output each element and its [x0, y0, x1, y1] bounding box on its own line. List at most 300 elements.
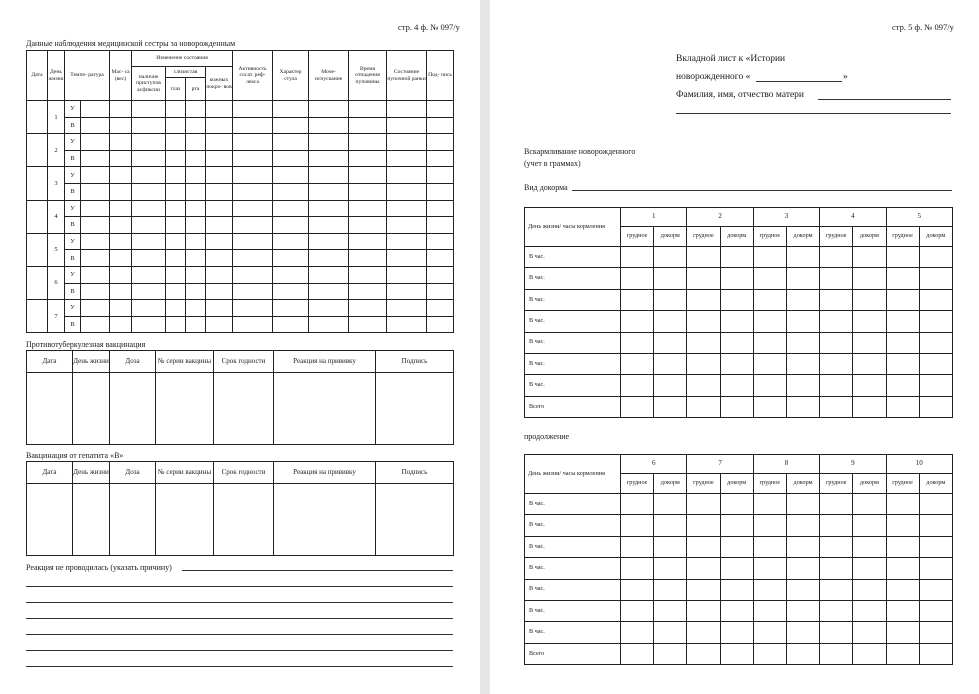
- feeding-cell[interactable]: [720, 643, 753, 664]
- feeding-cell[interactable]: [753, 247, 786, 268]
- observation-cell[interactable]: [309, 150, 349, 167]
- feeding-cell[interactable]: [654, 558, 687, 579]
- feeding-cell[interactable]: [853, 353, 886, 374]
- feeding-cell[interactable]: [687, 494, 720, 515]
- observation-cell[interactable]: [81, 167, 110, 184]
- feeding-cell[interactable]: [720, 536, 753, 557]
- feeding-cell[interactable]: [654, 579, 687, 600]
- feeding-cell[interactable]: [886, 643, 919, 664]
- date-cell[interactable]: [27, 300, 48, 333]
- observation-cell[interactable]: [349, 283, 387, 300]
- observation-cell[interactable]: [110, 101, 132, 118]
- observation-cell[interactable]: [110, 167, 132, 184]
- observation-cell[interactable]: [166, 300, 186, 317]
- feeding-cell[interactable]: [886, 622, 919, 643]
- observation-cell[interactable]: [132, 101, 166, 118]
- vaccination-cell[interactable]: [274, 373, 376, 445]
- observation-cell[interactable]: [349, 150, 387, 167]
- observation-cell[interactable]: [427, 183, 454, 200]
- feeding-cell[interactable]: [786, 268, 819, 289]
- observation-cell[interactable]: [233, 101, 273, 118]
- observation-cell[interactable]: [206, 183, 233, 200]
- observation-cell[interactable]: [427, 283, 454, 300]
- feeding-cell[interactable]: [820, 494, 853, 515]
- observation-cell[interactable]: [110, 134, 132, 151]
- feeding-cell[interactable]: [720, 515, 753, 536]
- feeding-cell[interactable]: [687, 396, 720, 417]
- feeding-cell[interactable]: [853, 494, 886, 515]
- feeding-cell[interactable]: [919, 332, 952, 353]
- vaccination-cell[interactable]: [110, 484, 156, 556]
- feeding-cell[interactable]: [720, 375, 753, 396]
- observation-cell[interactable]: [233, 233, 273, 250]
- observation-cell[interactable]: [387, 217, 427, 234]
- observation-cell[interactable]: [387, 266, 427, 283]
- observation-cell[interactable]: [132, 217, 166, 234]
- feeding-cell[interactable]: [853, 396, 886, 417]
- feeding-cell[interactable]: [786, 332, 819, 353]
- feeding-cell[interactable]: [786, 643, 819, 664]
- observation-cell[interactable]: [273, 283, 309, 300]
- feeding-cell[interactable]: [919, 622, 952, 643]
- observation-cell[interactable]: [387, 283, 427, 300]
- feeding-cell[interactable]: [687, 643, 720, 664]
- feeding-cell[interactable]: [786, 396, 819, 417]
- observation-cell[interactable]: [233, 134, 273, 151]
- observation-cell[interactable]: [273, 183, 309, 200]
- observation-cell[interactable]: [387, 150, 427, 167]
- feeding-cell[interactable]: [654, 600, 687, 621]
- observation-cell[interactable]: [186, 233, 206, 250]
- feeding-cell[interactable]: [687, 622, 720, 643]
- observation-cell[interactable]: [233, 200, 273, 217]
- feeding-cell[interactable]: [687, 600, 720, 621]
- feeding-cell[interactable]: [753, 515, 786, 536]
- feeding-cell[interactable]: [753, 375, 786, 396]
- vaccination-cell[interactable]: [110, 373, 156, 445]
- feeding-cell[interactable]: [753, 332, 786, 353]
- feeding-cell[interactable]: [886, 247, 919, 268]
- feeding-cell[interactable]: [853, 332, 886, 353]
- observation-cell[interactable]: [427, 217, 454, 234]
- observation-cell[interactable]: [427, 316, 454, 333]
- feeding-cell[interactable]: [919, 600, 952, 621]
- observation-cell[interactable]: [81, 183, 110, 200]
- feeding-cell[interactable]: [753, 494, 786, 515]
- observation-cell[interactable]: [132, 316, 166, 333]
- feeding-cell[interactable]: [654, 375, 687, 396]
- feeding-cell[interactable]: [853, 515, 886, 536]
- observation-cell[interactable]: [206, 250, 233, 267]
- date-cell[interactable]: [27, 101, 48, 134]
- feeding-cell[interactable]: [654, 268, 687, 289]
- feeding-cell[interactable]: [753, 643, 786, 664]
- feeding-cell[interactable]: [687, 515, 720, 536]
- observation-cell[interactable]: [166, 233, 186, 250]
- feeding-cell[interactable]: [853, 289, 886, 310]
- observation-cell[interactable]: [110, 266, 132, 283]
- feeding-cell[interactable]: [654, 247, 687, 268]
- feeding-cell[interactable]: [753, 311, 786, 332]
- feeding-cell[interactable]: [886, 515, 919, 536]
- feeding-cell[interactable]: [720, 622, 753, 643]
- feeding-cell[interactable]: [820, 289, 853, 310]
- observation-cell[interactable]: [206, 117, 233, 134]
- observation-cell[interactable]: [81, 217, 110, 234]
- feeding-cell[interactable]: [654, 622, 687, 643]
- observation-cell[interactable]: [273, 217, 309, 234]
- observation-cell[interactable]: [233, 283, 273, 300]
- feeding-cell[interactable]: [886, 289, 919, 310]
- observation-cell[interactable]: [427, 101, 454, 118]
- feeding-cell[interactable]: [886, 558, 919, 579]
- observation-cell[interactable]: [81, 233, 110, 250]
- observation-cell[interactable]: [186, 300, 206, 317]
- observation-cell[interactable]: [110, 217, 132, 234]
- feeding-cell[interactable]: [720, 268, 753, 289]
- observation-cell[interactable]: [387, 117, 427, 134]
- feeding-cell[interactable]: [886, 536, 919, 557]
- observation-cell[interactable]: [427, 266, 454, 283]
- feeding-cell[interactable]: [621, 289, 654, 310]
- feeding-cell[interactable]: [621, 558, 654, 579]
- feeding-cell[interactable]: [687, 353, 720, 374]
- observation-cell[interactable]: [110, 316, 132, 333]
- observation-cell[interactable]: [186, 266, 206, 283]
- feeding-cell[interactable]: [753, 268, 786, 289]
- observation-cell[interactable]: [309, 200, 349, 217]
- feeding-cell[interactable]: [886, 353, 919, 374]
- observation-cell[interactable]: [349, 316, 387, 333]
- feeding-cell[interactable]: [820, 579, 853, 600]
- feeding-cell[interactable]: [753, 600, 786, 621]
- observation-cell[interactable]: [186, 117, 206, 134]
- vaccination-cell[interactable]: [376, 484, 454, 556]
- observation-cell[interactable]: [110, 283, 132, 300]
- observation-cell[interactable]: [427, 233, 454, 250]
- feeding-cell[interactable]: [886, 494, 919, 515]
- vaccination-cell[interactable]: [156, 484, 214, 556]
- observation-cell[interactable]: [273, 200, 309, 217]
- feeding-cell[interactable]: [720, 289, 753, 310]
- observation-cell[interactable]: [233, 300, 273, 317]
- observation-cell[interactable]: [166, 150, 186, 167]
- feeding-cell[interactable]: [786, 622, 819, 643]
- observation-cell[interactable]: [166, 167, 186, 184]
- feeding-cell[interactable]: [753, 536, 786, 557]
- observation-cell[interactable]: [349, 217, 387, 234]
- observation-cell[interactable]: [387, 167, 427, 184]
- observation-cell[interactable]: [233, 167, 273, 184]
- feeding-cell[interactable]: [886, 268, 919, 289]
- observation-cell[interactable]: [81, 200, 110, 217]
- observation-cell[interactable]: [233, 316, 273, 333]
- observation-cell[interactable]: [273, 250, 309, 267]
- vaccination-cell[interactable]: [214, 373, 274, 445]
- observation-cell[interactable]: [309, 167, 349, 184]
- feeding-cell[interactable]: [853, 643, 886, 664]
- feeding-cell[interactable]: [820, 268, 853, 289]
- observation-cell[interactable]: [273, 300, 309, 317]
- observation-cell[interactable]: [309, 183, 349, 200]
- observation-cell[interactable]: [233, 150, 273, 167]
- date-cell[interactable]: [27, 233, 48, 266]
- feeding-cell[interactable]: [753, 396, 786, 417]
- observation-cell[interactable]: [273, 150, 309, 167]
- feeding-cell[interactable]: [919, 643, 952, 664]
- feeding-cell[interactable]: [654, 332, 687, 353]
- observation-cell[interactable]: [186, 200, 206, 217]
- feeding-cell[interactable]: [820, 558, 853, 579]
- feeding-cell[interactable]: [687, 311, 720, 332]
- feeding-cell[interactable]: [720, 311, 753, 332]
- observation-cell[interactable]: [427, 250, 454, 267]
- observation-cell[interactable]: [186, 167, 206, 184]
- feeding-cell[interactable]: [919, 536, 952, 557]
- feeding-cell[interactable]: [687, 579, 720, 600]
- feeding-cell[interactable]: [886, 375, 919, 396]
- feeding-cell[interactable]: [621, 268, 654, 289]
- feeding-cell[interactable]: [919, 247, 952, 268]
- feeding-cell[interactable]: [786, 558, 819, 579]
- feeding-cell[interactable]: [820, 353, 853, 374]
- feeding-cell[interactable]: [820, 247, 853, 268]
- feeding-cell[interactable]: [621, 600, 654, 621]
- observation-cell[interactable]: [132, 233, 166, 250]
- feeding-cell[interactable]: [621, 396, 654, 417]
- feeding-cell[interactable]: [786, 600, 819, 621]
- observation-cell[interactable]: [110, 300, 132, 317]
- date-cell[interactable]: [27, 134, 48, 167]
- observation-cell[interactable]: [186, 250, 206, 267]
- feeding-cell[interactable]: [621, 311, 654, 332]
- feeding-cell[interactable]: [753, 579, 786, 600]
- observation-cell[interactable]: [206, 217, 233, 234]
- feeding-cell[interactable]: [820, 332, 853, 353]
- observation-cell[interactable]: [273, 316, 309, 333]
- observation-cell[interactable]: [273, 101, 309, 118]
- feeding-cell[interactable]: [687, 332, 720, 353]
- observation-cell[interactable]: [206, 233, 233, 250]
- vaccination-cell[interactable]: [376, 373, 454, 445]
- feeding-cell[interactable]: [820, 375, 853, 396]
- feeding-cell[interactable]: [853, 247, 886, 268]
- feeding-cell[interactable]: [753, 622, 786, 643]
- observation-cell[interactable]: [273, 134, 309, 151]
- date-cell[interactable]: [27, 167, 48, 200]
- feeding-cell[interactable]: [886, 396, 919, 417]
- feeding-cell[interactable]: [621, 375, 654, 396]
- feeding-cell[interactable]: [654, 311, 687, 332]
- feeding-cell[interactable]: [687, 247, 720, 268]
- observation-cell[interactable]: [427, 150, 454, 167]
- feeding-cell[interactable]: [621, 494, 654, 515]
- feeding-cell[interactable]: [919, 375, 952, 396]
- observation-cell[interactable]: [387, 134, 427, 151]
- observation-cell[interactable]: [387, 300, 427, 317]
- observation-cell[interactable]: [349, 167, 387, 184]
- feeding-cell[interactable]: [786, 311, 819, 332]
- observation-cell[interactable]: [387, 250, 427, 267]
- observation-cell[interactable]: [273, 233, 309, 250]
- observation-cell[interactable]: [166, 101, 186, 118]
- observation-cell[interactable]: [166, 217, 186, 234]
- feeding-cell[interactable]: [654, 289, 687, 310]
- observation-cell[interactable]: [81, 283, 110, 300]
- observation-cell[interactable]: [166, 283, 186, 300]
- observation-cell[interactable]: [273, 266, 309, 283]
- observation-cell[interactable]: [166, 266, 186, 283]
- observation-cell[interactable]: [81, 266, 110, 283]
- feeding-cell[interactable]: [919, 396, 952, 417]
- observation-cell[interactable]: [206, 283, 233, 300]
- feeding-cell[interactable]: [786, 289, 819, 310]
- observation-cell[interactable]: [166, 134, 186, 151]
- observation-cell[interactable]: [427, 134, 454, 151]
- feeding-cell[interactable]: [820, 311, 853, 332]
- observation-cell[interactable]: [166, 117, 186, 134]
- observation-cell[interactable]: [132, 183, 166, 200]
- feeding-cell[interactable]: [919, 515, 952, 536]
- observation-cell[interactable]: [349, 300, 387, 317]
- feeding-cell[interactable]: [820, 396, 853, 417]
- observation-cell[interactable]: [132, 117, 166, 134]
- feeding-cell[interactable]: [687, 375, 720, 396]
- observation-cell[interactable]: [186, 283, 206, 300]
- date-cell[interactable]: [27, 266, 48, 299]
- observation-cell[interactable]: [349, 134, 387, 151]
- observation-cell[interactable]: [233, 183, 273, 200]
- observation-cell[interactable]: [233, 217, 273, 234]
- observation-cell[interactable]: [186, 134, 206, 151]
- observation-cell[interactable]: [110, 200, 132, 217]
- observation-cell[interactable]: [206, 167, 233, 184]
- observation-cell[interactable]: [132, 250, 166, 267]
- observation-cell[interactable]: [427, 300, 454, 317]
- feeding-cell[interactable]: [621, 579, 654, 600]
- observation-cell[interactable]: [81, 250, 110, 267]
- observation-cell[interactable]: [309, 117, 349, 134]
- observation-cell[interactable]: [186, 150, 206, 167]
- feeding-cell[interactable]: [654, 643, 687, 664]
- feeding-cell[interactable]: [687, 268, 720, 289]
- observation-cell[interactable]: [427, 167, 454, 184]
- feeding-cell[interactable]: [853, 622, 886, 643]
- feeding-cell[interactable]: [720, 247, 753, 268]
- observation-cell[interactable]: [166, 200, 186, 217]
- observation-cell[interactable]: [387, 316, 427, 333]
- observation-cell[interactable]: [186, 183, 206, 200]
- observation-cell[interactable]: [273, 117, 309, 134]
- feeding-cell[interactable]: [853, 311, 886, 332]
- feeding-cell[interactable]: [720, 494, 753, 515]
- observation-cell[interactable]: [387, 200, 427, 217]
- feeding-cell[interactable]: [886, 311, 919, 332]
- observation-cell[interactable]: [349, 200, 387, 217]
- observation-cell[interactable]: [206, 150, 233, 167]
- vaccination-cell[interactable]: [73, 373, 110, 445]
- feeding-cell[interactable]: [820, 515, 853, 536]
- feeding-cell[interactable]: [654, 396, 687, 417]
- feeding-cell[interactable]: [621, 353, 654, 374]
- observation-cell[interactable]: [132, 150, 166, 167]
- feeding-cell[interactable]: [687, 289, 720, 310]
- feeding-cell[interactable]: [621, 515, 654, 536]
- observation-cell[interactable]: [81, 117, 110, 134]
- feeding-cell[interactable]: [621, 643, 654, 664]
- feeding-cell[interactable]: [621, 247, 654, 268]
- feeding-cell[interactable]: [621, 622, 654, 643]
- feeding-cell[interactable]: [853, 536, 886, 557]
- observation-cell[interactable]: [349, 183, 387, 200]
- observation-cell[interactable]: [387, 101, 427, 118]
- vaccination-cell[interactable]: [27, 484, 73, 556]
- observation-cell[interactable]: [387, 233, 427, 250]
- feeding-cell[interactable]: [786, 247, 819, 268]
- observation-cell[interactable]: [206, 200, 233, 217]
- feeding-cell[interactable]: [720, 396, 753, 417]
- vaccination-cell[interactable]: [27, 373, 73, 445]
- observation-cell[interactable]: [186, 316, 206, 333]
- observation-cell[interactable]: [427, 200, 454, 217]
- feeding-cell[interactable]: [919, 558, 952, 579]
- feeding-cell[interactable]: [753, 353, 786, 374]
- observation-cell[interactable]: [309, 300, 349, 317]
- feeding-cell[interactable]: [919, 311, 952, 332]
- observation-cell[interactable]: [206, 266, 233, 283]
- feeding-cell[interactable]: [654, 515, 687, 536]
- date-cell[interactable]: [27, 200, 48, 233]
- feeding-cell[interactable]: [786, 536, 819, 557]
- feeding-cell[interactable]: [720, 600, 753, 621]
- observation-cell[interactable]: [273, 167, 309, 184]
- observation-cell[interactable]: [206, 300, 233, 317]
- feeding-cell[interactable]: [820, 643, 853, 664]
- observation-cell[interactable]: [309, 266, 349, 283]
- observation-cell[interactable]: [349, 266, 387, 283]
- observation-cell[interactable]: [132, 283, 166, 300]
- feeding-cell[interactable]: [786, 515, 819, 536]
- feeding-cell[interactable]: [820, 600, 853, 621]
- observation-cell[interactable]: [81, 300, 110, 317]
- feeding-cell[interactable]: [853, 579, 886, 600]
- feeding-cell[interactable]: [919, 353, 952, 374]
- feeding-cell[interactable]: [720, 579, 753, 600]
- observation-cell[interactable]: [132, 134, 166, 151]
- feeding-cell[interactable]: [654, 536, 687, 557]
- observation-cell[interactable]: [427, 117, 454, 134]
- observation-cell[interactable]: [110, 183, 132, 200]
- observation-cell[interactable]: [186, 101, 206, 118]
- observation-cell[interactable]: [349, 101, 387, 118]
- observation-cell[interactable]: [81, 101, 110, 118]
- observation-cell[interactable]: [309, 283, 349, 300]
- observation-cell[interactable]: [349, 233, 387, 250]
- feeding-cell[interactable]: [687, 558, 720, 579]
- feeding-cell[interactable]: [786, 375, 819, 396]
- observation-cell[interactable]: [309, 233, 349, 250]
- feeding-cell[interactable]: [853, 268, 886, 289]
- vaccination-cell[interactable]: [214, 484, 274, 556]
- observation-cell[interactable]: [387, 183, 427, 200]
- feeding-cell[interactable]: [786, 353, 819, 374]
- observation-cell[interactable]: [233, 117, 273, 134]
- feeding-cell[interactable]: [753, 558, 786, 579]
- feeding-cell[interactable]: [886, 332, 919, 353]
- observation-cell[interactable]: [132, 167, 166, 184]
- feeding-cell[interactable]: [654, 353, 687, 374]
- observation-cell[interactable]: [206, 101, 233, 118]
